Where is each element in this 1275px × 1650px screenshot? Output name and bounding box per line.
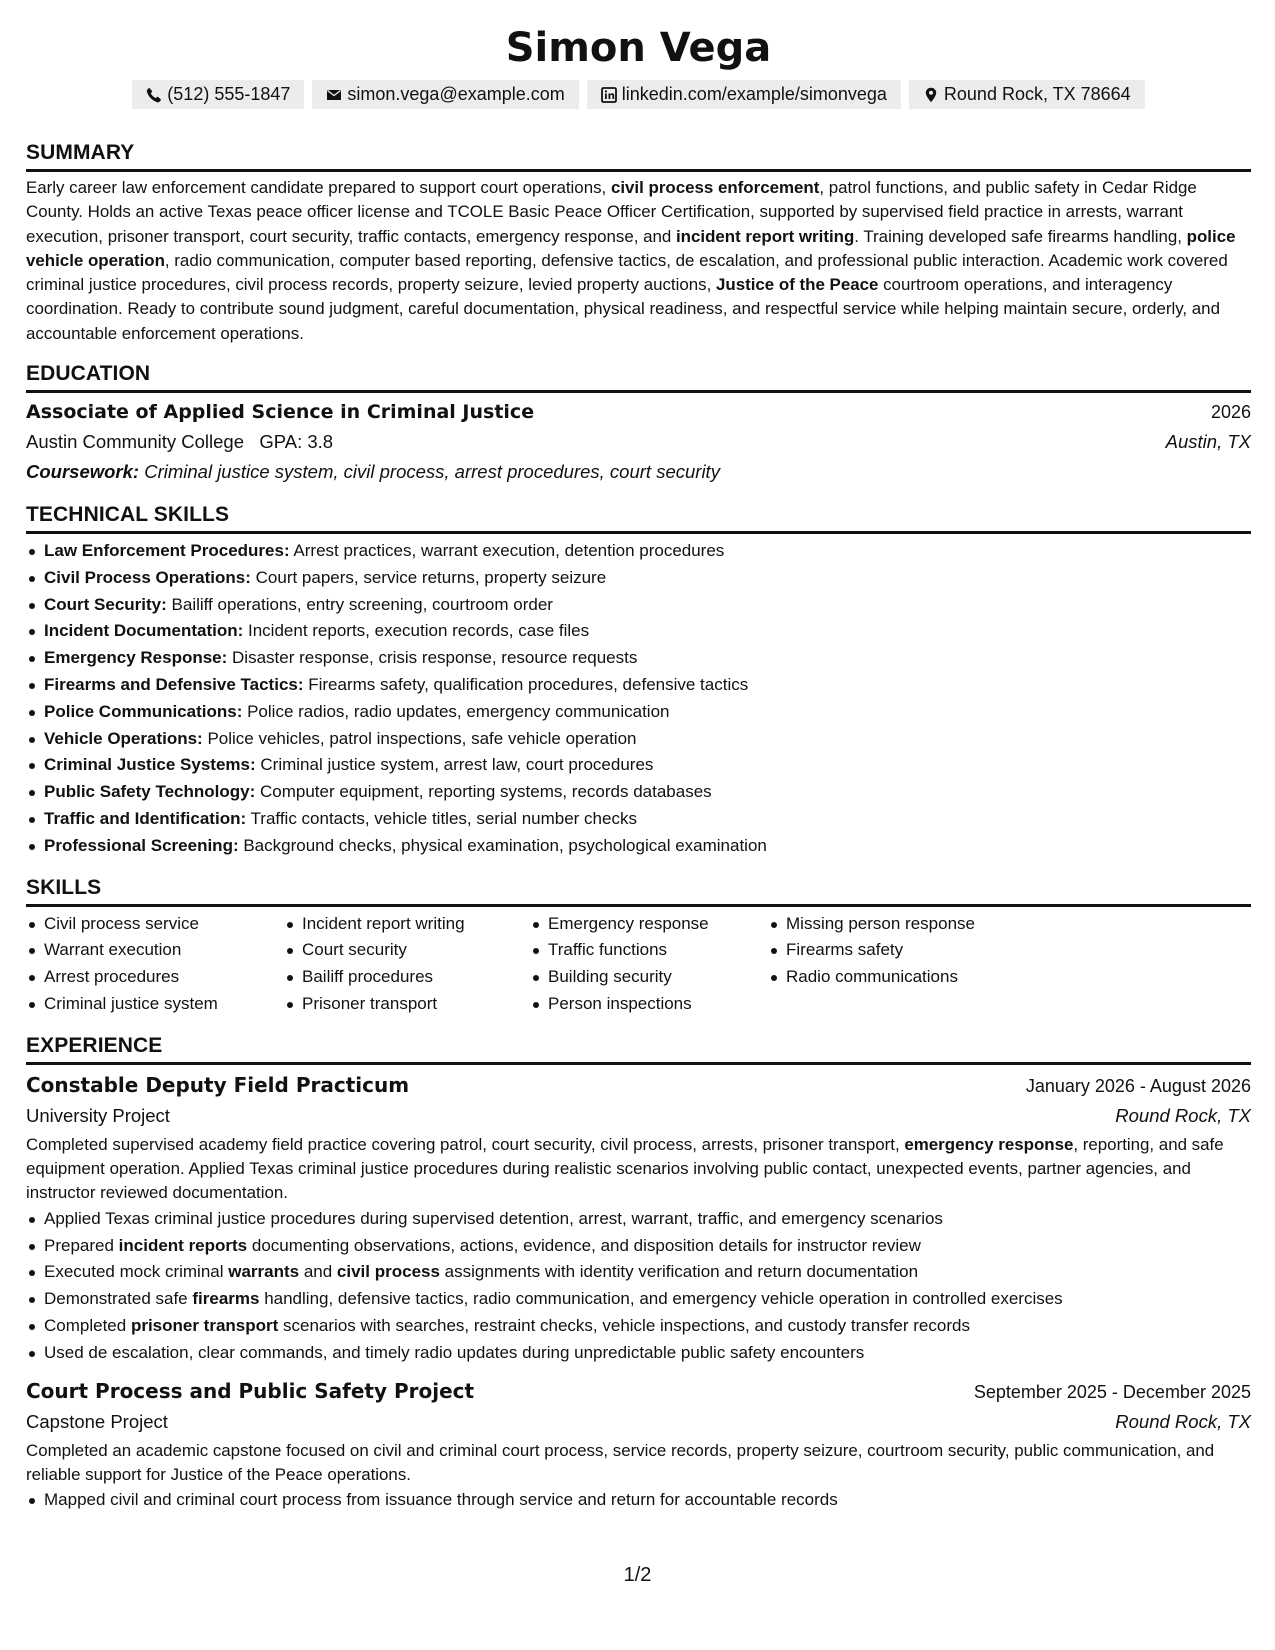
contact-phone-text: (512) 555-1847 <box>167 84 291 104</box>
job-bullet-text: Executed mock criminal <box>44 1262 229 1282</box>
job-bullet <box>44 1487 1251 1514</box>
technical-skill-label: Firearms and Defensive Tactics: <box>44 675 304 695</box>
skills-grid <box>26 911 1251 1018</box>
coursework <box>26 457 1251 487</box>
school-line <box>26 427 333 457</box>
contact-phone[interactable] <box>132 80 304 109</box>
technical-skill-label: Emergency Response: <box>44 648 228 668</box>
contact-email-text: simon.vega@example.com <box>347 84 565 104</box>
job-description <box>26 1133 1251 1206</box>
resume-page <box>26 22 1251 1514</box>
technical-skill-label: Incident Documentation: <box>44 621 244 641</box>
skill-item: Criminal justice system <box>44 991 284 1018</box>
skill-item: Radio communications <box>786 964 1046 991</box>
job-organization: Capstone Project <box>26 1410 168 1432</box>
gpa: GPA: 3.8 <box>259 431 334 453</box>
job-bullet-emphasis: firearms <box>192 1289 260 1309</box>
skill-item: Traffic functions <box>548 937 768 964</box>
job-title: Court Process and Public Safety Project <box>26 1378 475 1403</box>
candidate-name: Simon Vega <box>505 25 772 71</box>
contact-bar <box>26 80 1251 109</box>
technical-skill-item <box>44 618 1251 645</box>
skill-item: Civil process service <box>44 911 284 938</box>
technical-skill-label: Criminal Justice Systems: <box>44 755 256 775</box>
contact-linkedin-text: linkedin.com/example/simonvega <box>621 84 887 104</box>
skill-item: Person inspections <box>548 991 768 1018</box>
job-description-text: , reporting, and safe equipment operation. Applied Texas criminal justice procedures during realistic scenarios involving public contact, unexpected events, partner agencies, and instructor reviewed documentation. <box>26 1134 1224 1203</box>
skill-item: Firearms safety <box>786 937 1046 964</box>
job-description-emphasis: emergency response <box>904 1134 1074 1154</box>
technical-skill-item <box>44 779 1251 806</box>
job-dates: September 2025 - December 2025 <box>973 1381 1251 1402</box>
technical-skill-item <box>44 699 1251 726</box>
job-bullet-text: scenarios with searches, restraint checks, vehicle inspections, and custody transfer records <box>278 1315 970 1335</box>
summary-text: . Training developed safe firearms handling, <box>854 226 1187 246</box>
technical-skill-label: Public Safety Technology: <box>44 782 256 802</box>
technical-skill-item <box>44 592 1251 619</box>
skill-item: Arrest procedures <box>44 964 284 991</box>
technical-skill-text: Criminal justice system, arrest law, court procedures <box>255 755 654 775</box>
job-location: Round Rock, TX <box>1115 1104 1251 1126</box>
job-bullet-text: handling, defensive tactics, radio communication, and emergency vehicle operation in controlled exercises <box>259 1289 1063 1309</box>
technical-skill-label: Police Communications: <box>44 701 243 721</box>
technical-skill-text: Firearms safety, qualification procedures, defensive tactics <box>303 675 749 695</box>
summary-text: Early career law enforcement candidate prepared to support court operations, <box>26 178 611 197</box>
technical-skill-text: Court papers, service returns, property seizure <box>250 567 607 587</box>
job-bullet-emphasis: civil process <box>336 1262 440 1282</box>
technical-skill-label: Civil Process Operations: <box>44 567 251 587</box>
summary-text <box>26 176 1251 346</box>
contact-location-text: Round Rock, TX 78664 <box>943 84 1131 104</box>
summary-text: , patrol functions, and public safety in Cedar Ridge County. Holds an active Texas peace officer license and TCOLE Basic Peace Officer Certification, supported by supervised field practice in arrests, warrant execution, prisoner transport, court security, traffic contacts, emergency response, and <box>26 178 1197 246</box>
experience-entry <box>26 1069 1251 1367</box>
technical-skill-item <box>44 672 1251 699</box>
job-bullet <box>44 1259 1251 1286</box>
job-dates: January 2026 - August 2026 <box>1025 1075 1251 1096</box>
summary-emphasis: civil process enforcement <box>610 178 820 197</box>
summary-emphasis: police vehicle operation <box>26 226 1236 270</box>
school-location: Austin, TX <box>1165 431 1251 453</box>
section-title-experience: EXPERIENCE <box>26 1033 163 1057</box>
technical-skill-text: Arrest practices, warrant execution, detention procedures <box>289 541 725 561</box>
technical-skill-item <box>44 538 1251 565</box>
job-bullet <box>44 1340 1251 1367</box>
experience-list <box>26 1069 1251 1514</box>
technical-skill-label: Court Security: <box>44 594 167 614</box>
job-bullet-text: documenting observations, actions, evidence, and disposition details for instructor review <box>247 1235 921 1255</box>
technical-skill-item <box>44 833 1251 860</box>
skill-item: Building security <box>548 964 768 991</box>
technical-skill-label: Vehicle Operations: <box>44 728 203 748</box>
summary-section <box>26 139 1251 346</box>
job-description-text: Completed an academic capstone focused on civil and criminal court process, service records, property seizure, courtroom security, public communication, and reliable support for Justice of the Peace operations. <box>26 1440 1215 1484</box>
degree-title: Associate of Applied Science in Criminal Justice <box>26 401 535 424</box>
contact-email[interactable] <box>312 80 578 109</box>
technical-skill-text: Disaster response, crisis response, resource requests <box>227 648 638 668</box>
job-bullet-text: Completed <box>44 1315 131 1335</box>
technical-skill-label: Traffic and Identification: <box>44 809 247 829</box>
school-name: Austin Community College <box>26 431 244 453</box>
job-bullet <box>44 1286 1251 1313</box>
technical-skill-item <box>44 806 1251 833</box>
section-divider <box>26 390 1251 393</box>
job-bullet-emphasis: warrants <box>228 1262 300 1282</box>
phone-icon <box>146 87 162 103</box>
job-bullets <box>26 1206 1251 1367</box>
page-number: 1/2 <box>623 1564 652 1586</box>
job-bullet-text: assignments with identity verification and return documentation <box>439 1262 919 1282</box>
summary-text: , radio communication, computer based reporting, defensive tactics, de escalation, and professional public interaction. Academic work covered criminal justice procedures, civil process records, property seizure, levied property auctions, <box>26 250 1228 295</box>
skill-item: Incident report writing <box>302 911 530 938</box>
technical-skill-item <box>44 565 1251 592</box>
skills-column <box>768 911 1046 1018</box>
linkedin-icon <box>601 87 617 103</box>
map-pin-icon <box>923 87 939 103</box>
job-bullet-emphasis: prisoner transport <box>130 1315 279 1335</box>
section-divider <box>26 1062 1251 1065</box>
job-title: Constable Deputy Field Practicum <box>26 1072 410 1097</box>
job-organization: University Project <box>26 1104 170 1126</box>
job-location: Round Rock, TX <box>1115 1410 1251 1432</box>
skills-column <box>284 911 530 1018</box>
section-divider <box>26 169 1251 172</box>
technical-skill-text: Background checks, physical examination, psychological examination <box>238 835 767 855</box>
job-bullet-text: Mapped civil and criminal court process from issuance through service and return for accountable records <box>44 1490 838 1510</box>
contact-linkedin[interactable] <box>587 80 901 109</box>
technical-skill-text: Computer equipment, reporting systems, records databases <box>255 782 712 802</box>
job-description-text: Completed supervised academy field practice covering patrol, court security, civil process, arrests, prisoner transport, <box>26 1134 905 1154</box>
section-divider <box>26 904 1251 907</box>
summary-emphasis: Justice of the Peace <box>715 275 879 295</box>
technical-skill-text: Incident reports, execution records, case files <box>243 621 590 641</box>
job-bullet-text: Applied Texas criminal justice procedures during supervised detention, arrest, warrant, traffic, and emergency scenarios <box>44 1208 943 1228</box>
skill-item: Court security <box>302 937 530 964</box>
technical-skill-text: Police vehicles, patrol inspections, safe vehicle operation <box>202 728 637 748</box>
technical-skills-list <box>26 538 1251 860</box>
job-bullet-text: Used de escalation, clear commands, and timely radio updates during unpredictable public safety encounters <box>44 1342 865 1362</box>
experience-section <box>26 1032 1251 1514</box>
section-divider <box>26 531 1251 534</box>
skill-item: Bailiff procedures <box>302 964 530 991</box>
section-title-summary: SUMMARY <box>26 141 135 164</box>
skill-item: Warrant execution <box>44 937 284 964</box>
job-bullet-text: and <box>299 1262 337 1282</box>
technical-skill-label: Professional Screening: <box>44 835 239 855</box>
section-title-technical-skills: TECHNICAL SKILLS <box>26 503 230 527</box>
skill-item: Missing person response <box>786 911 1046 938</box>
job-bullet-text: Demonstrated safe <box>44 1289 193 1309</box>
technical-skill-text: Traffic contacts, vehicle titles, serial number checks <box>246 809 637 829</box>
summary-text: courtroom operations, and interagency coordination. Ready to contribute sound judgment, careful documentation, physical readiness, and respectful service while helping maintain secure, orderly, and accountable enforcement operations. <box>26 275 1220 343</box>
graduation-year: 2026 <box>1210 402 1251 423</box>
envelope-icon <box>326 87 342 103</box>
coursework-label: Coursework: <box>26 461 140 483</box>
job-bullets <box>26 1487 1251 1514</box>
skills-section <box>26 874 1251 1018</box>
job-bullet <box>44 1313 1251 1340</box>
job-description <box>26 1439 1251 1488</box>
job-bullet <box>44 1206 1251 1233</box>
skills-column <box>530 911 768 1018</box>
job-bullet-text: Prepared <box>44 1235 119 1255</box>
technical-skill-label: Law Enforcement Procedures: <box>44 541 290 561</box>
coursework-text: Criminal justice system, civil process, arrest procedures, court security <box>139 461 720 483</box>
skill-item: Prisoner transport <box>302 991 530 1018</box>
contact-location[interactable] <box>909 80 1145 109</box>
education-section <box>26 360 1251 487</box>
technical-skill-text: Bailiff operations, entry screening, courtroom order <box>166 594 553 614</box>
skill-item: Emergency response <box>548 911 768 938</box>
job-bullet-emphasis: incident reports <box>118 1235 248 1255</box>
job-bullet <box>44 1233 1251 1260</box>
experience-entry <box>26 1375 1251 1514</box>
section-title-skills: SKILLS <box>26 875 102 899</box>
technical-skill-item <box>44 752 1251 779</box>
skills-column <box>26 911 284 1018</box>
section-title-education: EDUCATION <box>26 362 151 386</box>
technical-skills-section <box>26 501 1251 860</box>
summary-emphasis: incident report writing <box>675 226 855 246</box>
technical-skill-item <box>44 645 1251 672</box>
technical-skill-item <box>44 726 1251 753</box>
technical-skill-text: Police radios, radio updates, emergency communication <box>242 701 670 721</box>
